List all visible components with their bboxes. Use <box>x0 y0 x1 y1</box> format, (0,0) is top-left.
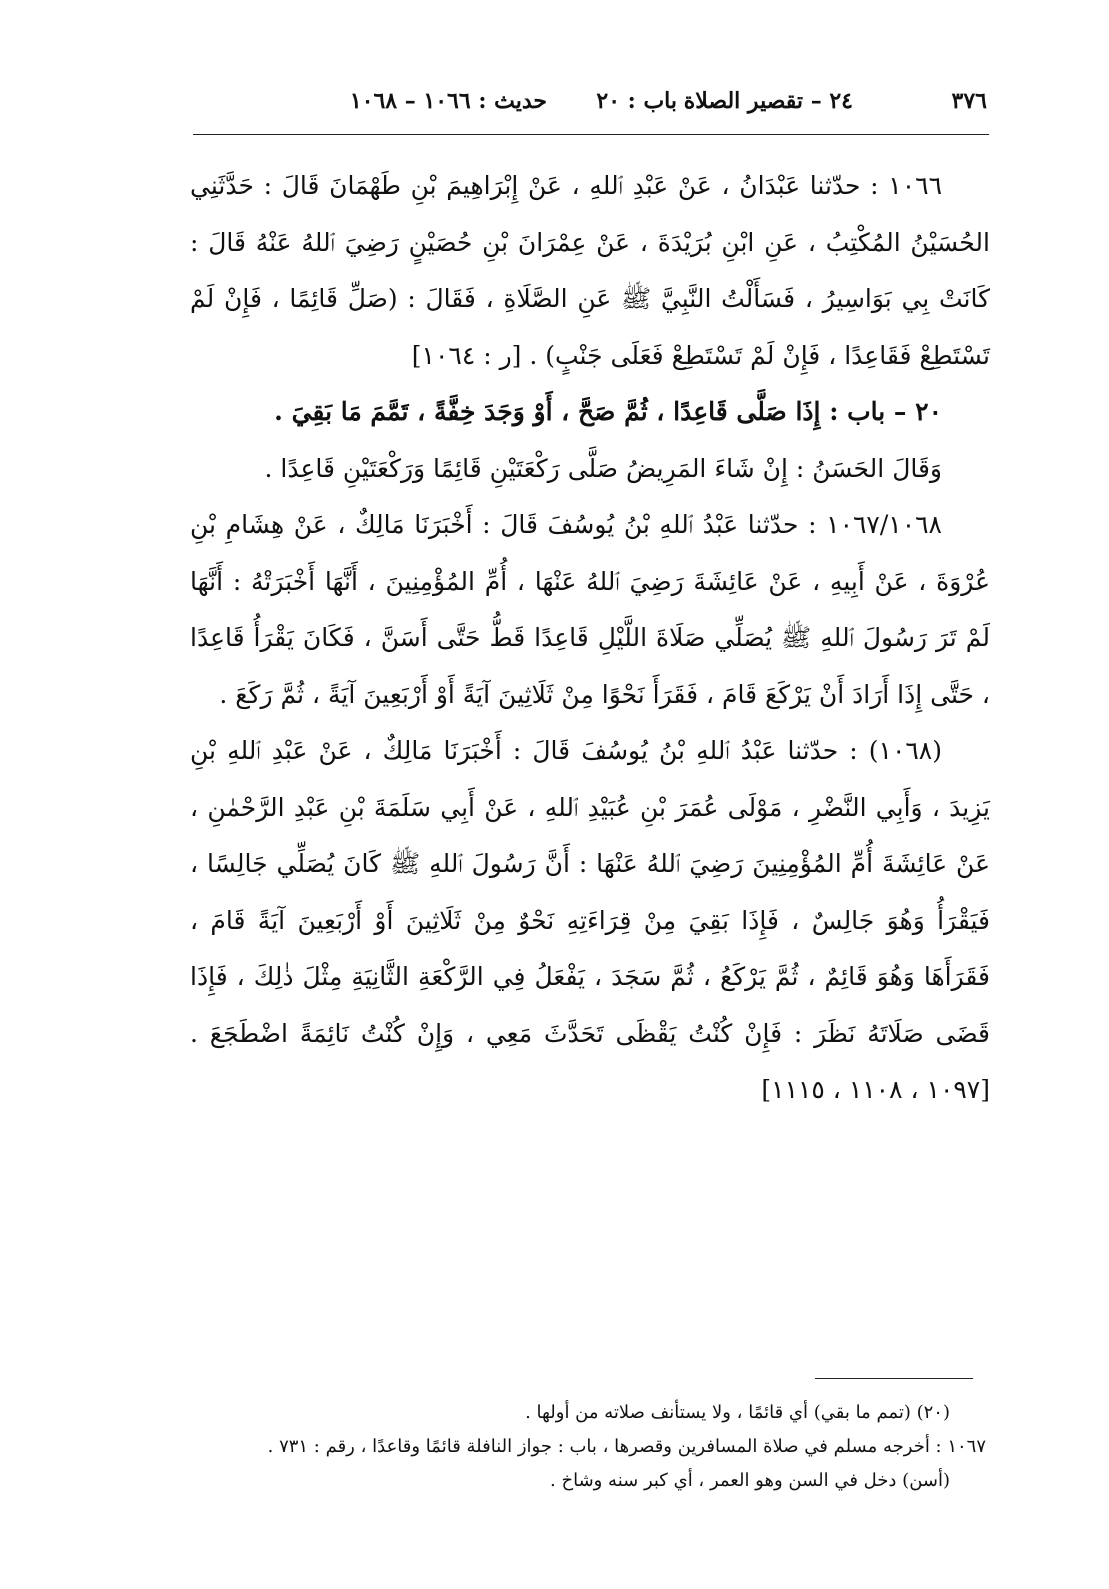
page-number: ٣٧٦ <box>951 88 987 114</box>
chapter-heading: ٢٠ – باب : إِذَا صَلَّى قَاعِدًا ، ثُمَّ صَحَّ ، أَوْ وَجَدَ خِفَّةً ، تَمَّمَ مَا بَقِيَ . <box>274 397 942 426</box>
hadith-1066: ١٠٦٦ : حدّثنا عَبْدَانُ ، عَنْ عَبْدِ ٱللهِ ، عَنْ إِبْرَاهِيمَ بْنِ طَهْمَانَ قَالَ : حَدَّثَنِي الحُسَيْنُ المُكْتِبُ ، عَنِ ابْنِ بُرَيْدَةَ ، عَنْ عِمْرَانَ بْنِ حُصَيْنٍ رَضِيَ ٱللهُ عَنْهُ قَالَ : كَانَتْ بِي بَوَاسِيرُ ، فَسَأَلْتُ النَّبِيَّ ﷺ عَنِ الصَّلَاةِ ، فَقَالَ : (صَلِّ قَائِمًا ، فَإِنْ لَمْ تَسْتَطِعْ فَقَاعِدًا ، فَإِنْ لَمْ تَسْتَطِعْ فَعَلَى جَنْبٍ) . [ر : ١٠٦٤] <box>190 171 990 370</box>
footnotes <box>190 1396 986 1498</box>
running-header <box>193 88 987 122</box>
hadith-1067: ١٠٦٧/١٠٦٨ : حدّثنا عَبْدُ ٱللهِ بْنُ يُوسُفَ قَالَ : أَخْبَرَنَا مَالِكٌ ، عَنْ هِشَامِ بْنِ عُرْوَةَ ، عَنْ أَبِيهِ ، عَنْ عَائِشَةَ رَضِيَ ٱللهُ عَنْهَا ، أُمِّ المُؤْمِنِينَ ، أَنَّهَا أَخْبَرَتْهُ : أَنَّهَا لَمْ تَرَ رَسُولَ ٱللهِ ﷺ يُصَلِّي صَلَاةَ اللَّيْلِ قَاعِدًا قَطُّ حَتَّى أَسَنَّ ، فَكَانَ يَقْرَأُ قَاعِدًا ، حَتَّى إِذَا أَرَادَ أَنْ يَرْكَعَ قَامَ ، فَقَرَأَ نَحْوًا مِنْ ثَلَاثِينَ آيَةً أَوْ أَرْبَعِينَ آيَةً ، ثُمَّ رَكَعَ . <box>190 510 990 709</box>
footnote-1067: ١٠٦٧ : أخرجه مسلم في صلاة المسافرين وقصرها ، باب : جواز النافلة قائمًا وقاعدًا ، رقم : ٧٣١ . <box>267 1436 986 1457</box>
header-divider <box>193 134 989 135</box>
bab-number: باب : ٢٠ <box>596 88 677 114</box>
footnote-divider <box>815 1378 973 1379</box>
footnote-20: (٢٠) (تمم ما بقي) أي قائمًا ، ولا يستأنف صلاته من أولها . <box>525 1402 950 1423</box>
main-text <box>190 158 990 1119</box>
hadith-1068: (١٠٦٨) : حدّثنا عَبْدُ ٱللهِ بْنُ يُوسُفَ قَالَ : أَخْبَرَنَا مَالِكٌ ، عَنْ عَبْدِ ٱللهِ بْنِ يَزِيدَ ، وَأَبِي النَّضْرِ ، مَوْلَى عُمَرَ بْنِ عُبَيْدِ ٱللهِ ، عَنْ أَبِي سَلَمَةَ بْنِ عَبْدِ الرَّحْمٰنِ ، عَنْ عَائِشَةَ أُمِّ المُؤْمِنِينَ رَضِيَ ٱللهُ عَنْهَا : أَنَّ رَسُولَ ٱللهِ ﷺ كَانَ يُصَلِّي جَالِسًا ، فَيَقْرَأُ وَهُوَ جَالِسٌ ، فَإِذَا بَقِيَ مِنْ قِرَاءَتِهِ نَحْوٌ مِنْ ثَلَاثِينَ أَوْ أَرْبَعِينَ آيَةً قَامَ ، فَقَرَأَهَا وَهُوَ قَائِمٌ ، ثُمَّ يَرْكَعُ ، ثُمَّ سَجَدَ ، يَفْعَلُ فِي الرَّكْعَةِ الثَّانِيَةِ مِثْلَ ذٰلِكَ ، فَإِذَا قَضَى صَلَاتَهُ نَظَرَ : فَإِنْ كُنْتُ يَقْظَى تَحَدَّثَ مَعِي ، وَإِنْ كُنْتُ نَائِمَةً اضْطَجَعَ . [١٠٩٧ ، ١١٠٨ ، ١١١٥] <box>190 736 990 1104</box>
footnote-asan: (أسن) دخل في السن وهو العمر ، أي كبر سنه وشاخ . <box>550 1470 950 1491</box>
chapter-title: ٢٤ – تقصير الصلاة <box>683 88 853 114</box>
hadith-range: حديث : ١٠٦٦ – ١٠٦٨ <box>349 88 547 114</box>
hasan-statement: وَقَالَ الحَسَنُ : إِنْ شَاءَ المَرِيضُ صَلَّى رَكْعَتَيْنِ قَائِمًا وَرَكْعَتَيْنِ قَاعِدًا . <box>264 453 942 483</box>
